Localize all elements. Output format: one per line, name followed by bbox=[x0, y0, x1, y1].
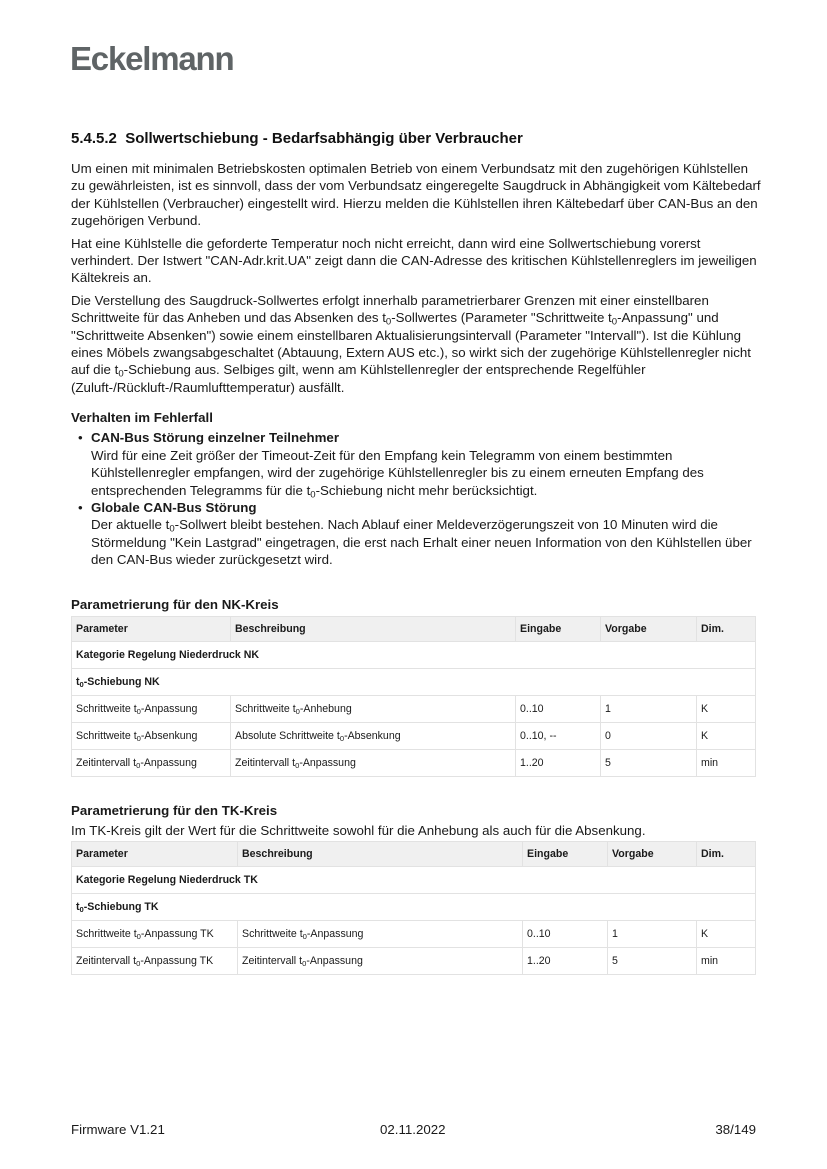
table-row: Zeitintervall $t_0$-Anpassung Zeitintervall $t_0$-Anpassung 1..20 5 min bbox=[72, 749, 756, 776]
table-row: Zeitintervall $t_0$-Anpassung TK Zeitintervall $t_0$-Anpassung 1..20 5 min bbox=[72, 947, 756, 974]
list-item: • Globale CAN-Bus Störung Der aktuelle $t_0$-Sollwert bleibt bestehen. Nach Ablauf einer Meldeverzögerungszeit von 10 Minuten wird die Störmeldung "Kein Lastgrad" eingetragen, die erst nach Erhalt einer neuen Information von den Kühlstellen über den CAN-Bus wieder zurückgesetzt wird. bbox=[78, 499, 761, 569]
nk-parameter-table: Parameter Beschreibung Eingabe Vorgabe Dim. Kategorie Regelung Niederdruck NK $t_0$-Schiebung NK Schrittweite $t_0$-Anpassung Schrittweite $t_0$-Anhebung 0..10 1 K Schrittweite $t_0$-Absenkung Absolute Schrittweite $t_0$-Absenkung 0..10, -- 0 K Zeitintervall $t_0$-Anpassung Zeitintervall $t_0$-Anpassung 1..20 5 min bbox=[71, 616, 756, 777]
page-content bbox=[71, 130, 761, 975]
table-row: Schrittweite $t_0$-Anpassung Schrittweite $t_0$-Anhebung 0..10 1 K bbox=[72, 695, 756, 722]
section-title: Sollwertschiebung - Bedarfsabhängig über Verbraucher bbox=[125, 130, 523, 147]
paragraph: Hat eine Kühlstelle die geforderte Temperatur noch nicht erreicht, dann wird eine Sollwertschiebung vorerst verhindert. Der Istwert "CAN-Adr.krit.UA" zeigt dann die CAN-Adresse des kritischen Kühlstellenreglers im jeweiligen Kältekreis an. bbox=[71, 235, 757, 286]
tk-table-title: Parametrierung für den TK-Kreis bbox=[71, 802, 278, 818]
paragraph: Um einen mit minimalen Betriebskosten optimalen Betrieb von einem Verbundsatz mit den zugehörigen Kühlstellen zu gewährleisten, ist es sinnvoll, dass der vom Verbundsatz eingeregelte Saugdruck in Abhängigkeit vom Kältebedarf der Kühlstellen (Verbraucher) eingestellt wird. Hierzu melden die Kühlstellen ihren Kältebedarf über CAN-Bus an den zugehörigen Verbund. bbox=[71, 161, 761, 229]
tk-intro: Im TK-Kreis gilt der Wert für die Schrittweite sowohl für die Anhebung als auch für die Absenkung. bbox=[71, 822, 646, 838]
paragraph: Die Verstellung des Saugdruck-Sollwertes erfolgt innerhalb parametrierbarer Grenzen mit einer einstellbaren Schrittweite für das Anheben und das Absenken des $t_0$-Sollwertes (Parameter "Schrittweite $t_0$-Anpassung" und "Schrittweite Absenken") sowie einem einstellbaren Aktualisierungsintervall (Parameter "Intervall"). Ist die Kühlung eines Möbels zwangsabgeschaltet (Abtauung, Extern AUS etc.), so wirkt sich der zugehörige Kühlstellenregler nicht auf die $t_0$-Schiebung aus. Selbiges gilt, wenn am Kühlstellenregler der entsprechende Regelfühler (Zuluft-/Rückluft-/Raumlufttemperatur) ausfällt. bbox=[71, 292, 751, 395]
tk-parameter-table: Parameter Beschreibung Eingabe Vorgabe Dim. Kategorie Regelung Niederdruck TK $t_0$-Schiebung TK Schrittweite $t_0$-Anpassung TK Schrittweite $t_0$-Anpassung 0..10 1 K Zeitintervall $t_0$-Anpassung TK Zeitintervall $t_0$-Anpassung 1..20 5 min bbox=[71, 841, 756, 975]
footer-date: 02.11.2022 bbox=[380, 1122, 446, 1137]
footer-firmware: Firmware V1.21 bbox=[71, 1122, 165, 1137]
list-item: • CAN-Bus Störung einzelner Teilnehmer Wird für eine Zeit größer der Timeout-Zeit für den Empfang kein Telegramm von einem bestimmten Kühlstellenregler empfangen, wird der zugehörige Kühlstellenregler bis zu einem erneuten Empfang des entsprechenden Telegramms für die $t_0$-Schiebung nicht mehr berücksichtigt. bbox=[78, 429, 761, 499]
error-list bbox=[71, 429, 761, 568]
error-behavior-heading: Verhalten im Fehlerfall bbox=[71, 410, 213, 426]
table-row: Schrittweite $t_0$-Anpassung TK Schrittweite $t_0$-Anpassung 0..10 1 K bbox=[72, 920, 756, 947]
footer-page-number: 38/149 bbox=[715, 1122, 756, 1137]
section-heading bbox=[71, 130, 761, 147]
table-row: Schrittweite $t_0$-Absenkung Absolute Schrittweite $t_0$-Absenkung 0..10, -- 0 K bbox=[72, 722, 756, 749]
nk-table-title: Parametrierung für den NK-Kreis bbox=[71, 596, 279, 612]
section-number: 5.4.5.2 bbox=[71, 130, 117, 147]
eckelmann-logo: Eckelmann bbox=[70, 40, 234, 77]
